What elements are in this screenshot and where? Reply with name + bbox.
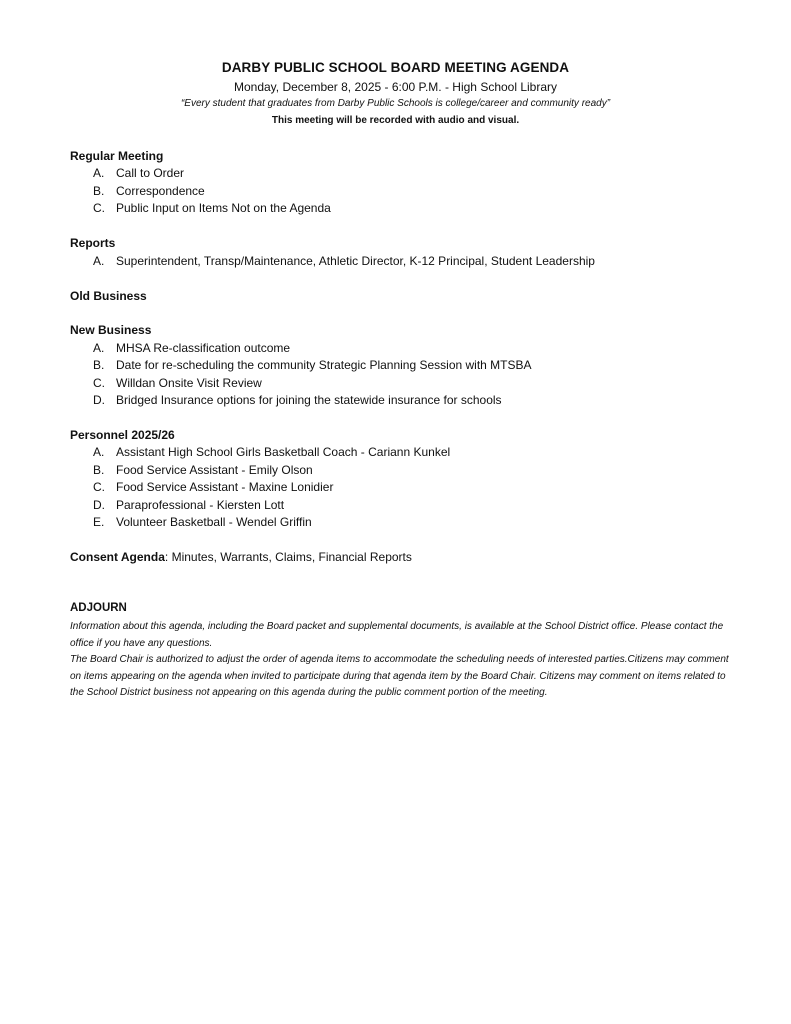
item-letter: A. (93, 445, 105, 459)
list-item (93, 254, 595, 268)
section-regular-meeting: Regular Meeting (70, 149, 164, 163)
item-text: Bridged Insurance options for joining the statewide insurance for schools (116, 393, 502, 407)
board-chair-note: The Board Chair is authorized to adjust the order of agenda items to accommodate the scheduling needs of interested parties.Citizens may comment on items appearing on the agenda when invited to participate during that agenda item by the Board Chair. Citizens may comment on items related to the School District business not appearing on this agenda during the public comment portion of the meeting. (70, 654, 729, 698)
consent-agenda-text: : Minutes, Warrants, Claims, Financial Reports (164, 550, 412, 564)
item-letter: D. (93, 498, 105, 512)
item-text: Superintendent, Transp/Maintenance, Athletic Director, K-12 Principal, Student Leadership (116, 254, 595, 268)
item-letter: B. (93, 184, 105, 198)
item-letter: D. (93, 393, 105, 407)
item-letter: C. (93, 201, 105, 215)
section-reports: Reports (70, 236, 116, 250)
list-item (93, 445, 450, 459)
item-text: Willdan Onsite Visit Review (116, 376, 262, 390)
recording-notice: This meeting will be recorded with audio and visual. (271, 115, 520, 126)
list-item (93, 166, 184, 180)
item-text: Public Input on Items Not on the Agenda (116, 201, 331, 215)
list-item (93, 515, 312, 529)
item-letter: C. (93, 376, 105, 390)
item-text: Date for re-scheduling the community Strategic Planning Session with MTSBA (116, 358, 532, 372)
list-item (93, 184, 205, 198)
section-personnel: Personnel 2025/26 (70, 428, 175, 442)
item-text: MHSA Re-classification outcome (116, 341, 291, 355)
item-text: Correspondence (116, 184, 205, 198)
item-text: Assistant High School Girls Basketball Coach - Cariann Kunkel (116, 445, 451, 459)
list-item (93, 393, 502, 407)
section-new-business: New Business (70, 323, 152, 337)
district-motto: “Every student that graduates from Darby Public Schools is college/career and community ready” (180, 98, 611, 109)
item-text: Call to Order (116, 166, 185, 180)
item-letter: A. (93, 341, 105, 355)
item-letter: A. (93, 254, 105, 268)
item-text: Food Service Assistant - Emily Olson (116, 463, 313, 477)
meeting-date-location: Monday, December 8, 2025 - 6:00 P.M. - High School Library (233, 80, 558, 94)
item-letter: C. (93, 480, 105, 494)
item-text: Food Service Assistant - Maxine Lonidier (116, 480, 334, 494)
list-item (93, 341, 290, 355)
list-item (93, 358, 532, 372)
list-item (93, 480, 333, 494)
item-text: Paraprofessional - Kiersten Lott (116, 498, 285, 512)
item-text: Volunteer Basketball - Wendel Griffin (116, 515, 312, 529)
agenda-title: DARBY PUBLIC SCHOOL BOARD MEETING AGENDA (221, 60, 570, 75)
item-letter: A. (93, 166, 105, 180)
item-letter: E. (93, 515, 105, 529)
section-adjourn: ADJOURN (70, 602, 127, 614)
list-item (93, 201, 331, 215)
info-note: Information about this agenda, including the Board packet and supplemental documents, is available at the School District office. Please contact the office if you have any questions. (70, 621, 724, 649)
consent-agenda (70, 550, 412, 564)
section-old-business: Old Business (70, 289, 147, 303)
item-letter: B. (93, 463, 105, 477)
consent-agenda-label: Consent Agenda (70, 550, 165, 564)
list-item (93, 463, 313, 477)
agenda-notes (70, 619, 735, 702)
list-item (93, 498, 284, 512)
list-item (93, 376, 262, 390)
item-letter: B. (93, 358, 105, 372)
